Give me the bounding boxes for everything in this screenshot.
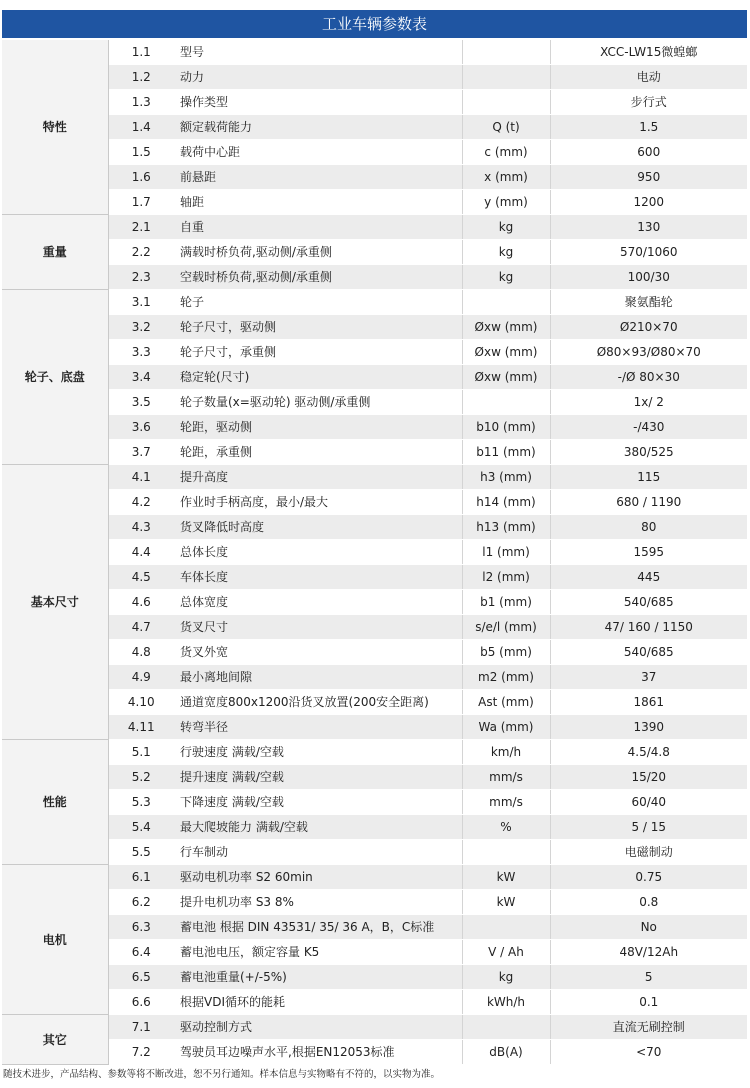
param-unit: Q (t): [462, 115, 550, 140]
table-row: [2, 940, 747, 965]
param-value: -/430: [550, 415, 747, 440]
param-unit: Øxw (mm): [462, 315, 550, 340]
table-row: [2, 565, 747, 590]
param-value: 130: [550, 215, 747, 240]
param-name: 行驶速度 满载/空载: [174, 740, 462, 765]
row-number: 3.2: [108, 315, 174, 340]
param-name: 驱动控制方式: [174, 1015, 462, 1040]
footnote: 随技术进步，产品结构、参数等将不断改进，恕不另行通知。样本信息与实物略有不符的，以实物为准。: [3, 1069, 441, 1080]
param-value: 540/685: [550, 590, 747, 615]
param-unit: [462, 840, 550, 865]
param-value: -/Ø 80×30: [550, 365, 747, 390]
table-row: [2, 840, 747, 865]
table-row: [2, 90, 747, 115]
row-number: 3.4: [108, 365, 174, 390]
param-value: Ø210×70: [550, 315, 747, 340]
param-value: 680 / 1190: [550, 490, 747, 515]
param-name: 作业时手柄高度，最小/最大: [174, 490, 462, 515]
row-number: 5.4: [108, 815, 174, 840]
param-name: 货叉外宽: [174, 640, 462, 665]
param-value: 80: [550, 515, 747, 540]
param-value: 570/1060: [550, 240, 747, 265]
param-unit: h14 (mm): [462, 490, 550, 515]
param-value: 60/40: [550, 790, 747, 815]
param-unit: m2 (mm): [462, 665, 550, 690]
param-value: 47/ 160 / 1150: [550, 615, 747, 640]
param-name: 车体长度: [174, 565, 462, 590]
table-row: [2, 390, 747, 415]
row-number: 4.5: [108, 565, 174, 590]
param-name: 下降速度 满载/空载: [174, 790, 462, 815]
param-name: 前悬距: [174, 165, 462, 190]
param-name: 驱动电机功率 S2 60min: [174, 865, 462, 890]
table-row: [2, 340, 747, 365]
param-name: 轮距，驱动侧: [174, 415, 462, 440]
row-number: 6.5: [108, 965, 174, 990]
row-number: 4.2: [108, 490, 174, 515]
table-row: [2, 415, 747, 440]
group-label: 电机: [2, 865, 108, 1015]
param-name: 操作类型: [174, 90, 462, 115]
table-row: [2, 515, 747, 540]
param-name: 型号: [174, 40, 462, 65]
param-value: 1390: [550, 715, 747, 740]
row-number: 1.5: [108, 140, 174, 165]
row-number: 3.3: [108, 340, 174, 365]
param-name: 轴距: [174, 190, 462, 215]
param-unit: b1 (mm): [462, 590, 550, 615]
param-value: 直流无刷控制: [550, 1015, 747, 1040]
param-value: 1x/ 2: [550, 390, 747, 415]
param-value: 950: [550, 165, 747, 190]
param-unit: Ast (mm): [462, 690, 550, 715]
group-label: 重量: [2, 215, 108, 290]
row-number: 2.3: [108, 265, 174, 290]
table-row: [2, 590, 747, 615]
param-name: 轮子: [174, 290, 462, 315]
row-number: 6.6: [108, 990, 174, 1015]
row-number: 6.2: [108, 890, 174, 915]
param-unit: km/h: [462, 740, 550, 765]
table-row: [2, 765, 747, 790]
table-row: [2, 790, 747, 815]
table-row: [2, 240, 747, 265]
row-number: 6.1: [108, 865, 174, 890]
param-value: 1200: [550, 190, 747, 215]
table-row: [2, 740, 747, 765]
param-name: 蓄电池电压，额定容量 K5: [174, 940, 462, 965]
table-row: [2, 65, 747, 90]
row-number: 4.9: [108, 665, 174, 690]
row-number: 5.3: [108, 790, 174, 815]
param-value: 100/30: [550, 265, 747, 290]
table-row: [2, 165, 747, 190]
param-value: 4.5/4.8: [550, 740, 747, 765]
group-label: 基本尺寸: [2, 465, 108, 740]
row-number: 4.1: [108, 465, 174, 490]
table-row: [2, 890, 747, 915]
table-row: [2, 915, 747, 940]
table-row: [2, 540, 747, 565]
param-value: Ø80×93/Ø80×70: [550, 340, 747, 365]
param-value: 600: [550, 140, 747, 165]
param-unit: mm/s: [462, 765, 550, 790]
row-number: 5.2: [108, 765, 174, 790]
row-number: 2.2: [108, 240, 174, 265]
param-name: 通道宽度800x1200沿货叉放置(200安全距离): [174, 690, 462, 715]
param-unit: kW: [462, 865, 550, 890]
param-value: 电磁制动: [550, 840, 747, 865]
param-unit: b10 (mm): [462, 415, 550, 440]
group-label: 轮子、底盘: [2, 290, 108, 465]
row-number: 4.7: [108, 615, 174, 640]
param-unit: h13 (mm): [462, 515, 550, 540]
row-number: 1.6: [108, 165, 174, 190]
table-row: [2, 1040, 747, 1065]
param-name: 转弯半径: [174, 715, 462, 740]
param-name: 载荷中心距: [174, 140, 462, 165]
param-value: 445: [550, 565, 747, 590]
param-value: No: [550, 915, 747, 940]
param-unit: %: [462, 815, 550, 840]
param-value: 5 / 15: [550, 815, 747, 840]
spec-table: [2, 40, 747, 1065]
param-unit: kg: [462, 965, 550, 990]
param-name: 轮子尺寸，承重侧: [174, 340, 462, 365]
group-label: 性能: [2, 740, 108, 865]
param-name: 稳定轮(尺寸): [174, 365, 462, 390]
row-number: 7.1: [108, 1015, 174, 1040]
param-unit: y (mm): [462, 190, 550, 215]
param-unit: c (mm): [462, 140, 550, 165]
param-name: 提升速度 满载/空载: [174, 765, 462, 790]
row-number: 2.1: [108, 215, 174, 240]
param-unit: V / Ah: [462, 940, 550, 965]
param-unit: [462, 1015, 550, 1040]
param-name: 轮子尺寸，驱动侧: [174, 315, 462, 340]
param-value: <70: [550, 1040, 747, 1065]
table-row: [2, 965, 747, 990]
param-unit: kWh/h: [462, 990, 550, 1015]
row-number: 4.10: [108, 690, 174, 715]
param-unit: kg: [462, 240, 550, 265]
param-value: 540/685: [550, 640, 747, 665]
param-name: 货叉降低时高度: [174, 515, 462, 540]
table-row: [2, 690, 747, 715]
table-row: [2, 865, 747, 890]
param-name: 提升高度: [174, 465, 462, 490]
param-name: 自重: [174, 215, 462, 240]
param-value: 5: [550, 965, 747, 990]
table-row: [2, 815, 747, 840]
param-value: XCC-LW15微蝗螂: [550, 40, 747, 65]
param-unit: l2 (mm): [462, 565, 550, 590]
param-unit: x (mm): [462, 165, 550, 190]
param-unit: Øxw (mm): [462, 365, 550, 390]
param-unit: mm/s: [462, 790, 550, 815]
param-value: 0.75: [550, 865, 747, 890]
row-number: 5.5: [108, 840, 174, 865]
table-row: [2, 440, 747, 465]
param-value: 115: [550, 465, 747, 490]
param-unit: [462, 915, 550, 940]
param-name: 额定载荷能力: [174, 115, 462, 140]
param-value: 380/525: [550, 440, 747, 465]
row-number: 6.4: [108, 940, 174, 965]
param-unit: [462, 65, 550, 90]
row-number: 1.1: [108, 40, 174, 65]
table-row: [2, 315, 747, 340]
param-unit: kg: [462, 215, 550, 240]
param-unit: Wa (mm): [462, 715, 550, 740]
param-name: 最小离地间隙: [174, 665, 462, 690]
param-name: 驾驶员耳边噪声水平,根据EN12053标准: [174, 1040, 462, 1065]
row-number: 1.2: [108, 65, 174, 90]
param-name: 轮子数量(x=驱动轮) 驱动侧/承重侧: [174, 390, 462, 415]
param-unit: Øxw (mm): [462, 340, 550, 365]
param-name: 蓄电池 根据 DIN 43531/ 35/ 36 A，B，C标准: [174, 915, 462, 940]
table-row: [2, 715, 747, 740]
param-value: 0.1: [550, 990, 747, 1015]
param-unit: kW: [462, 890, 550, 915]
row-number: 3.5: [108, 390, 174, 415]
row-number: 4.3: [108, 515, 174, 540]
param-value: 1595: [550, 540, 747, 565]
row-number: 1.7: [108, 190, 174, 215]
param-value: 1.5: [550, 115, 747, 140]
row-number: 4.6: [108, 590, 174, 615]
param-unit: h3 (mm): [462, 465, 550, 490]
table-row: [2, 465, 747, 490]
param-name: 轮距，承重侧: [174, 440, 462, 465]
param-value: 48V/12Ah: [550, 940, 747, 965]
param-value: 15/20: [550, 765, 747, 790]
param-name: 总体长度: [174, 540, 462, 565]
table-row: [2, 615, 747, 640]
param-unit: [462, 40, 550, 65]
row-number: 4.4: [108, 540, 174, 565]
table-row: [2, 665, 747, 690]
table-row: [2, 190, 747, 215]
row-number: 3.6: [108, 415, 174, 440]
row-number: 1.3: [108, 90, 174, 115]
row-number: 5.1: [108, 740, 174, 765]
row-number: 4.11: [108, 715, 174, 740]
table-row: [2, 215, 747, 240]
param-value: 聚氨酯轮: [550, 290, 747, 315]
param-unit: l1 (mm): [462, 540, 550, 565]
row-number: 3.7: [108, 440, 174, 465]
param-value: 步行式: [550, 90, 747, 115]
row-number: 6.3: [108, 915, 174, 940]
table-row: [2, 365, 747, 390]
param-name: 总体宽度: [174, 590, 462, 615]
row-number: 1.4: [108, 115, 174, 140]
table-row: [2, 640, 747, 665]
param-unit: [462, 290, 550, 315]
param-unit: kg: [462, 265, 550, 290]
param-name: 空载时桥负荷,驱动侧/承重侧: [174, 265, 462, 290]
group-label: 特性: [2, 40, 108, 215]
param-name: 满载时桥负荷,驱动侧/承重侧: [174, 240, 462, 265]
param-unit: s/e/l (mm): [462, 615, 550, 640]
group-label: 其它: [2, 1015, 108, 1065]
param-name: 动力: [174, 65, 462, 90]
param-value: 1861: [550, 690, 747, 715]
param-unit: [462, 390, 550, 415]
table-row: [2, 115, 747, 140]
param-value: 电动: [550, 65, 747, 90]
row-number: 4.8: [108, 640, 174, 665]
param-name: 行车制动: [174, 840, 462, 865]
table-row: [2, 40, 747, 65]
row-number: 3.1: [108, 290, 174, 315]
table-row: [2, 990, 747, 1015]
param-name: 提升电机功率 S3 8%: [174, 890, 462, 915]
param-unit: b11 (mm): [462, 440, 550, 465]
param-unit: [462, 90, 550, 115]
table-row: [2, 290, 747, 315]
param-value: 37: [550, 665, 747, 690]
param-name: 根据VDI循环的能耗: [174, 990, 462, 1015]
param-name: 货叉尺寸: [174, 615, 462, 640]
row-number: 7.2: [108, 1040, 174, 1065]
table-row: [2, 140, 747, 165]
table-row: [2, 265, 747, 290]
table-title: 工业车辆参数表: [2, 10, 747, 38]
param-name: 最大爬坡能力 满载/空载: [174, 815, 462, 840]
param-name: 蓄电池重量(+/-5%): [174, 965, 462, 990]
param-value: 0.8: [550, 890, 747, 915]
table-row: [2, 490, 747, 515]
param-unit: dB(A): [462, 1040, 550, 1065]
param-unit: b5 (mm): [462, 640, 550, 665]
table-row: [2, 1015, 747, 1040]
